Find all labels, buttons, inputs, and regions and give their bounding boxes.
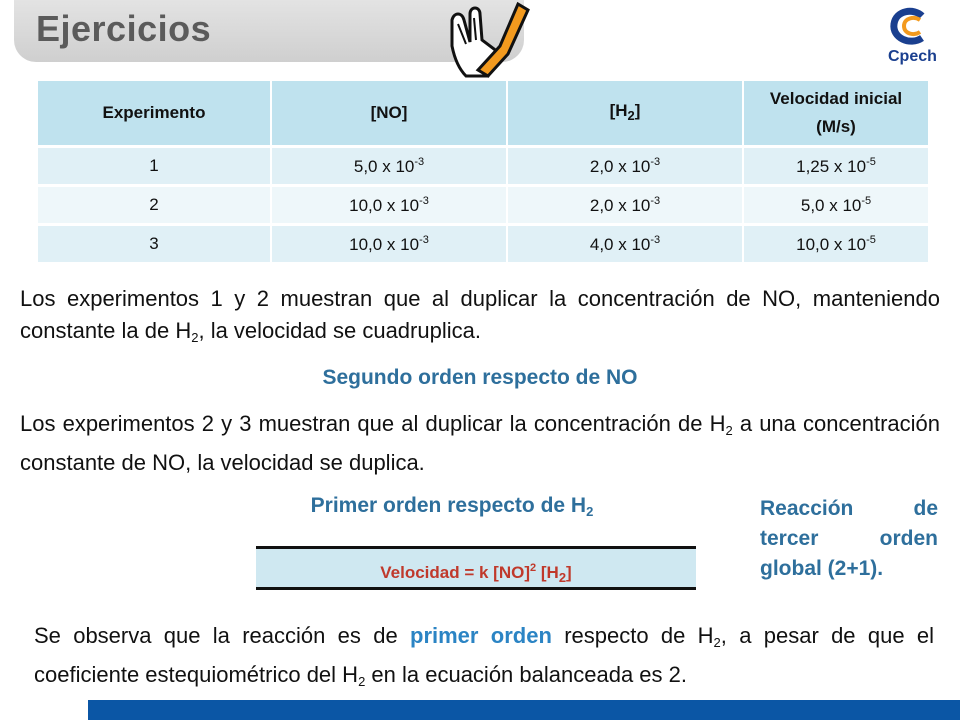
header-no: [NO] <box>271 81 507 147</box>
pointing-hand-icon <box>440 0 532 82</box>
experiments-table <box>38 81 928 262</box>
header-experimento: Experimento <box>38 81 271 147</box>
table-row <box>38 186 928 225</box>
table-row <box>38 147 928 186</box>
cell-h2: 2,0 x $10^{-3}$ <box>507 147 743 186</box>
cell-experimento: 2 <box>38 186 271 225</box>
header-h2: $[H_2]$ <box>507 81 743 147</box>
footer-bar <box>88 700 960 720</box>
highlight-primer-orden: primer orden <box>410 623 552 648</box>
cpech-logo <box>880 6 950 76</box>
cell-velocidad: 10,0 x $10^{-5}$ <box>743 225 928 263</box>
conclusion-h2-order: Primer orden respecto de $H_2$ <box>310 494 594 519</box>
paragraph-observation: Se observa que la reacción es de primer orden respecto de $H_2$, a pesar de que el coeficiente estequiométrico del $H_2$ en la ecuación balanceada es 2. <box>34 623 934 689</box>
table-row <box>38 225 928 263</box>
cell-velocidad: 5,0 x $10^{-5}$ <box>743 186 928 225</box>
cell-h2: 2,0 x $10^{-3}$ <box>507 186 743 225</box>
page-title: Ejercicios <box>36 8 212 49</box>
conclusion-no-order: Segundo orden respecto de NO <box>322 366 638 389</box>
cell-velocidad: 1,25 x $10^{-5}$ <box>743 147 928 186</box>
cell-h2: 4,0 x $10^{-3}$ <box>507 225 743 263</box>
header-velocidad: Velocidad inicial (M/s) <box>743 81 928 147</box>
global-order-note: Reacción de tercer orden global (2+1). <box>760 497 938 580</box>
paragraph-experiments-2-3: Los experimentos 2 y 3 muestran que al duplicar la concentración de $H_2$ a una concentración constante de NO, la velocidad se duplica. <box>20 411 940 475</box>
table-header-row <box>38 81 928 147</box>
cell-experimento: 1 <box>38 147 271 186</box>
cell-no: 10,0 x $10^{-3}$ <box>271 186 507 225</box>
paragraph-experiments-1-2: Los experimentos 1 y 2 muestran que al duplicar la concentración de NO, manteniendo constante la de $H_2$, la velocidad se cuadruplica. <box>20 286 940 345</box>
logo-text: Cpech <box>888 48 937 65</box>
cell-experimento: 3 <box>38 225 271 263</box>
cell-no: 10,0 x $10^{-3}$ <box>271 225 507 263</box>
logo-mark-icon <box>880 6 940 50</box>
rate-equation: Velocidad = k [NO]$^2$ $[H_2]$ <box>256 546 696 590</box>
cell-no: 5,0 x $10^{-3}$ <box>271 147 507 186</box>
